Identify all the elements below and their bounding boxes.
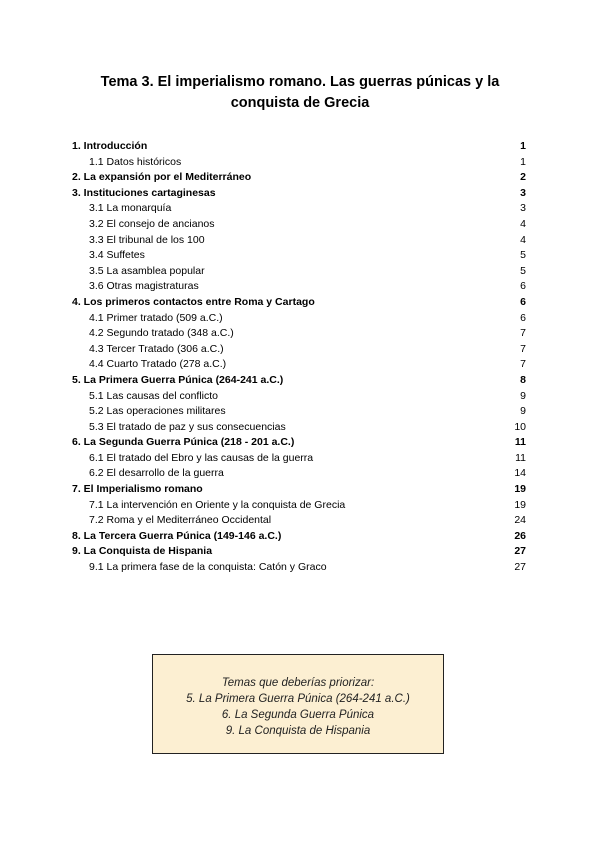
toc-entry-page-number: 4 — [520, 233, 526, 246]
toc-entry-page-number: 1 — [520, 155, 526, 168]
toc-subsection-entry[interactable] — [72, 201, 526, 217]
toc-subsection-entry[interactable] — [72, 404, 526, 420]
toc-entry-label: 6.2 El desarrollo de la guerra — [89, 467, 224, 480]
toc-entry-page-number: 6 — [520, 295, 526, 308]
toc-entry-page-number: 5 — [520, 264, 526, 277]
toc-entry-label: 1. Introducción — [72, 140, 148, 152]
toc-entry-page-number: 11 — [515, 451, 526, 464]
toc-entry-label: 5.1 Las causas del conflicto — [89, 389, 218, 402]
toc-entry-page-number: 11 — [514, 436, 526, 449]
toc-subsection-entry[interactable] — [72, 311, 526, 327]
toc-subsection-entry[interactable] — [72, 155, 526, 171]
toc-section-entry[interactable] — [72, 435, 526, 451]
toc-entry-label: 4. Los primeros contactos entre Roma y Cartago — [72, 295, 315, 308]
toc-entry-page-number: 26 — [514, 529, 526, 542]
toc-entry-page-number: 7 — [520, 358, 526, 371]
toc-entry-label: 3.3 El tribunal de los 100 — [89, 233, 205, 246]
toc-entry-label: 2. La expansión por el Mediterráneo — [72, 171, 252, 184]
toc-subsection-entry[interactable] — [72, 248, 526, 264]
toc-subsection-entry[interactable] — [72, 342, 526, 358]
toc-entry-label: 6.1 El tratado del Ebro y las causas de la guerra — [89, 451, 314, 464]
toc-entry-label: 5.2 Las operaciones militares — [89, 405, 226, 418]
toc-entry-label: 4.1 Primer tratado (509 a.C.) — [89, 311, 223, 324]
toc-entry-page-number: 19 — [514, 483, 526, 496]
toc-subsection-entry[interactable] — [72, 560, 526, 576]
toc-entry-page-number: 9 — [520, 405, 526, 418]
toc-section-entry[interactable] — [72, 482, 526, 498]
toc-entry-page-number: 3 — [520, 202, 526, 215]
toc-entry-label: 9.1 La primera fase de la conquista: Catón y Graco — [89, 561, 327, 574]
toc-entry-label: 3.6 Otras magistraturas — [89, 280, 199, 293]
toc-entry-label: 3. Instituciones cartaginesas — [72, 186, 216, 199]
toc-entry-page-number: 7 — [520, 327, 526, 340]
toc-section-entry[interactable] — [72, 186, 526, 202]
toc-entry-label: 8. La Tercera Guerra Púnica (149-146 a.C.) — [72, 529, 282, 542]
toc-entry-label: 3.1 La monarquía — [89, 202, 172, 215]
toc-subsection-entry[interactable] — [72, 357, 526, 373]
toc-entry-label: 1.1 Datos históricos — [89, 155, 182, 168]
toc-entry-page-number: 3 — [520, 186, 526, 199]
note-item: 6. La Segunda Guerra Púnica — [221, 709, 375, 721]
note-heading: Temas que deberías priorizar: — [221, 677, 375, 689]
toc-entry-label: 3.5 La asamblea popular — [89, 264, 205, 277]
toc-section-entry[interactable] — [72, 170, 526, 186]
toc-entry-label: 3.2 El consejo de ancianos — [89, 217, 215, 230]
toc-section-entry[interactable] — [72, 373, 526, 389]
note-item: 9. La Conquista de Hispania — [225, 725, 371, 737]
toc-entry-page-number: 10 — [514, 420, 526, 433]
toc-subsection-entry[interactable] — [72, 389, 526, 405]
toc-subsection-entry[interactable] — [72, 513, 526, 529]
title-line-2: conquista de Grecia — [230, 95, 370, 111]
title-line-1: Tema 3. El imperialismo romano. Las guerras púnicas y la — [100, 74, 500, 90]
toc-section-entry[interactable] — [72, 544, 526, 560]
toc-entry-page-number: 6 — [520, 280, 526, 293]
toc-entry-page-number: 27 — [514, 545, 526, 558]
toc-entry-page-number: 6 — [520, 311, 526, 324]
toc-subsection-entry[interactable] — [72, 279, 526, 295]
toc-entry-label: 7.1 La intervención en Oriente y la conquista de Grecia — [89, 498, 346, 511]
toc-entry-label: 4.3 Tercer Tratado (306 a.C.) — [89, 342, 224, 355]
toc-entry-label: 3.4 Suffetes — [89, 249, 145, 262]
toc-subsection-entry[interactable] — [72, 326, 526, 342]
toc-entry-label: 6. La Segunda Guerra Púnica (218 - 201 a.C.) — [72, 436, 295, 449]
toc-section-entry[interactable] — [72, 139, 526, 155]
priority-note-box — [152, 654, 444, 754]
note-item: 5. La Primera Guerra Púnica (264-241 a.C.) — [186, 693, 410, 705]
toc-entry-label: 4.4 Cuarto Tratado (278 a.C.) — [89, 358, 227, 371]
toc-subsection-entry[interactable] — [72, 233, 526, 249]
toc-entry-label: 4.2 Segundo tratado (348 a.C.) — [89, 327, 234, 340]
toc-entry-label: 5. La Primera Guerra Púnica (264-241 a.C.) — [72, 373, 284, 386]
toc-entry-label: 9. La Conquista de Hispania — [72, 545, 213, 558]
toc-entry-label: 7.2 Roma y el Mediterráneo Occidental — [89, 514, 272, 527]
toc-subsection-entry[interactable] — [72, 451, 526, 467]
toc-entry-page-number: 8 — [520, 373, 526, 386]
toc-entry-page-number: 27 — [514, 561, 526, 574]
document-title — [90, 72, 510, 114]
toc-entry-page-number: 9 — [520, 389, 526, 402]
toc-entry-page-number: 14 — [514, 467, 526, 480]
toc-subsection-entry[interactable] — [72, 420, 526, 436]
toc-entry-page-number: 24 — [514, 514, 526, 527]
toc-entry-label: 5.3 El tratado de paz y sus consecuencias — [89, 420, 286, 433]
table-of-contents — [72, 139, 526, 576]
toc-entry-page-number: 2 — [520, 171, 526, 184]
toc-entry-label: 7. El Imperialismo romano — [72, 483, 203, 496]
toc-entry-page-number: 1 — [520, 140, 526, 152]
toc-entry-page-number: 19 — [514, 498, 526, 511]
toc-subsection-entry[interactable] — [72, 217, 526, 233]
toc-section-entry[interactable] — [72, 295, 526, 311]
toc-entry-page-number: 5 — [520, 249, 526, 262]
toc-entry-page-number: 4 — [520, 217, 526, 230]
toc-subsection-entry[interactable] — [72, 264, 526, 280]
toc-section-entry[interactable] — [72, 529, 526, 545]
toc-entry-page-number: 7 — [520, 342, 526, 355]
toc-subsection-entry[interactable] — [72, 466, 526, 482]
toc-subsection-entry[interactable] — [72, 498, 526, 514]
